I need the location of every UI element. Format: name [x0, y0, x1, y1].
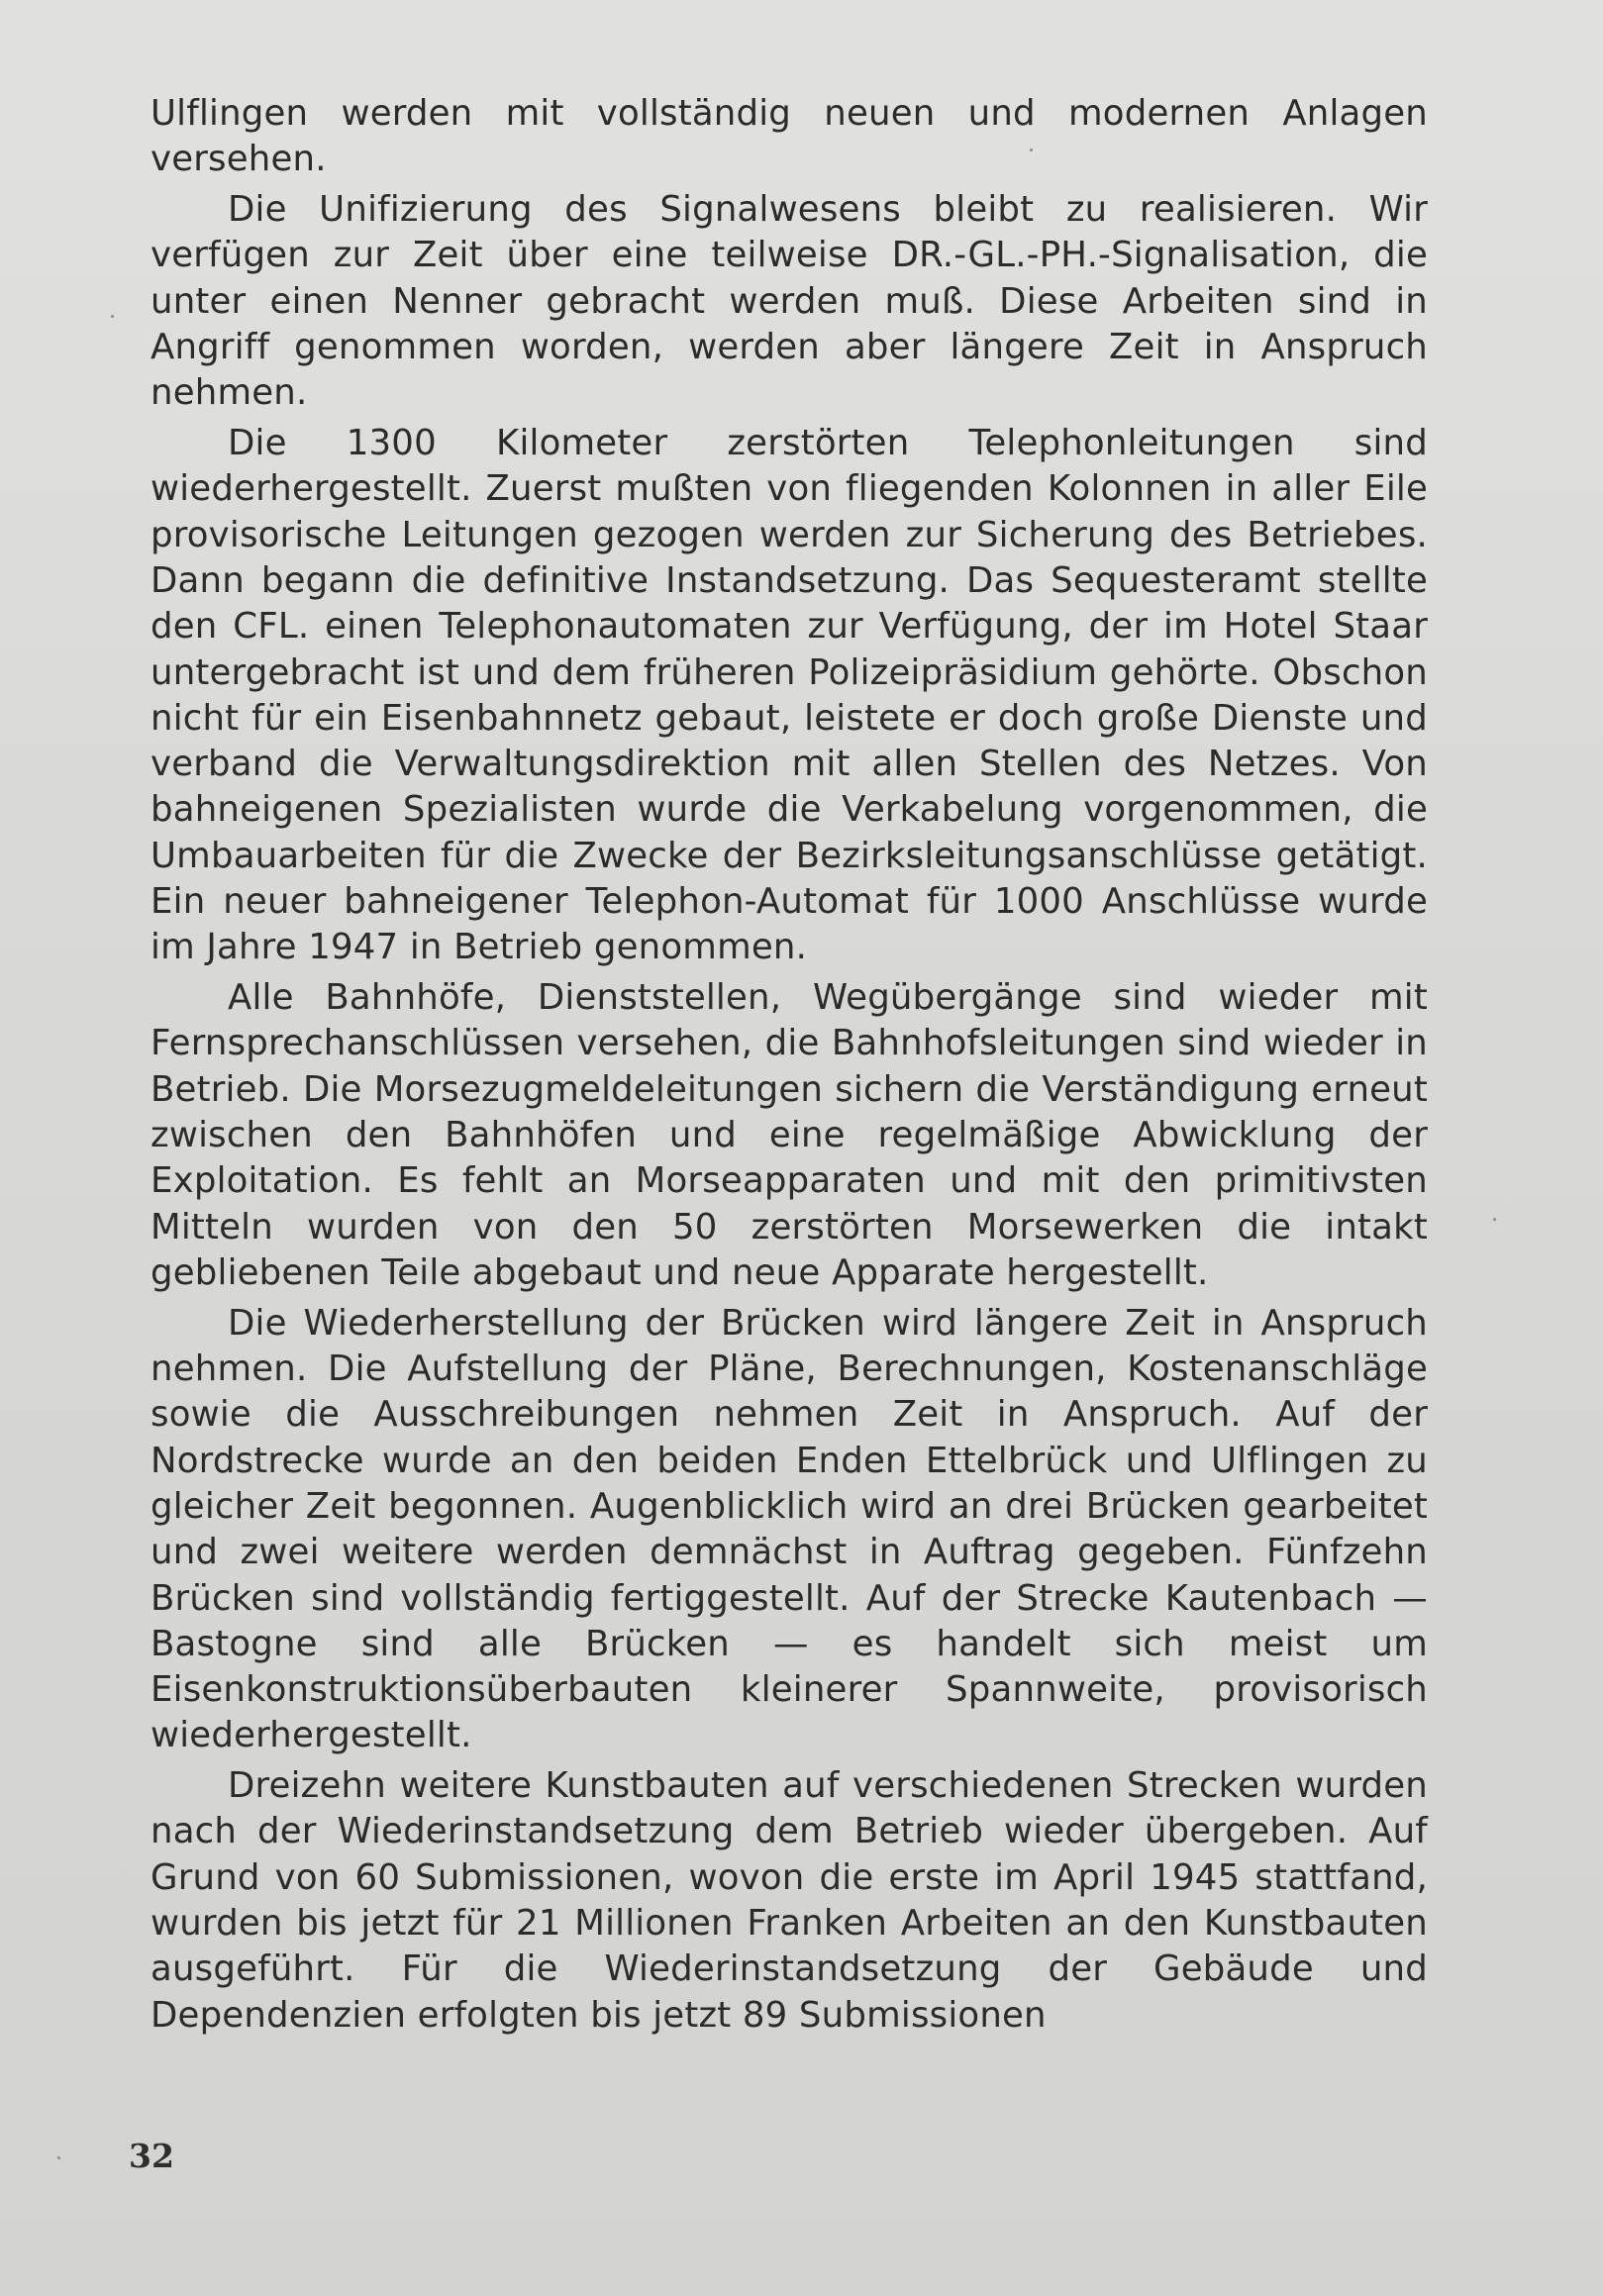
paragraph-1: Ulflingen werden mit vollständig neuen und modernen Anlagen versehen.: [150, 93, 1428, 180]
paper-speck: [1493, 1218, 1496, 1221]
paragraph-4: Alle Bahnhöfe, Dienststellen, Wegübergänge sind wieder mit Fernsprechanschlüssen versehen, die Bahnhofsleitungen sind wieder in Betrieb. Die Morsezugmeldeleitungen sichern die Verständigung erneut zwischen den Bahnhöfen und eine regelmäßige Abwicklung der Exploitation. Es fehlt an Morseapparaten und mit den primitivsten Mitteln wurden von den 50 zerstörten Morsewerken die intakt gebliebenen Teile abgebaut und neue Apparate hergestellt.: [150, 977, 1428, 1293]
body-text: [150, 91, 1428, 2043]
paper-speck: [57, 2156, 60, 2159]
page-number: 32: [129, 2137, 174, 2175]
paragraph-5: Die Wiederherstellung der Brücken wird längere Zeit in Anspruch nehmen. Die Aufstellung der Pläne, Berechnungen, Kostenanschläge sowie die Ausschreibungen nehmen Zeit in Anspruch. Auf der Nordstrecke wurde an den beiden Enden Ettelbrück und Ulflingen zu gleicher Zeit begonnen. Augenblicklich wird an drei Brücken gearbeitet und zwei weitere werden demnächst in Auftrag gegeben. Fünfzehn Brücken sind vollständig fertiggestellt. Auf der Strecke Kautenbach — Bastogne sind alle Brücken — es handelt sich meist um Eisenkonstruktionsüberbauten kleinerer Spannweite, provisorisch wiederhergestellt.: [150, 1302, 1428, 1756]
paper-speck: [111, 315, 114, 318]
paragraph-6: Dreizehn weitere Kunstbauten auf verschiedenen Strecken wurden nach der Wiederinstandsetzung dem Betrieb wieder übergeben. Auf Grund von 60 Submissionen, wovon die erste im April 1945 stattfand, wurden bis jetzt für 21 Millionen Franken Arbeiten an den Kunstbauten ausgeführt. Für die Wiederinstandsetzung der Gebäude und Dependenzien erfolgten bis jetzt 89 Submissionen: [150, 1765, 1428, 2036]
paragraph-3: Die 1300 Kilometer zerstörten Telephonleitungen sind wiederhergestellt. Zuerst mußten von fliegenden Kolonnen in aller Eile provisorische Leitungen gezogen werden zur Sicherung des Betriebes. Dann begann die definitive Instandsetzung. Das Sequesteramt stellte den CFL. einen Telephonautomaten zur Verfügung, der im Hotel Staar untergebracht ist und dem früheren Polizeipräsidium gehörte. Obschon nicht für ein Eisenbahnnetz gebaut, leistete er doch große Dienste und verband die Verwaltungsdirektion mit allen Stellen des Netzes. Von bahneigenen Spezialisten wurde die Verkabelung vorgenommen, die Umbauarbeiten für die Zwecke der Bezirksleitungsanschlüsse getätigt. Ein neuer bahneigener Telephon-Automat für 1000 Anschlüsse wurde im Jahre 1947 in Betrieb genommen.: [150, 423, 1428, 968]
paper-speck: [1030, 149, 1033, 151]
paragraph-2: Die Unifizierung des Signalwesens bleibt zu realisieren. Wir verfügen zur Zeit über eine teilweise DR.-GL.-PH.-Signalisation, die unter einen Nenner gebracht werden muß. Diese Arbeiten sind in Angriff genommen worden, werden aber längere Zeit in Anspruch nehmen.: [150, 189, 1428, 414]
